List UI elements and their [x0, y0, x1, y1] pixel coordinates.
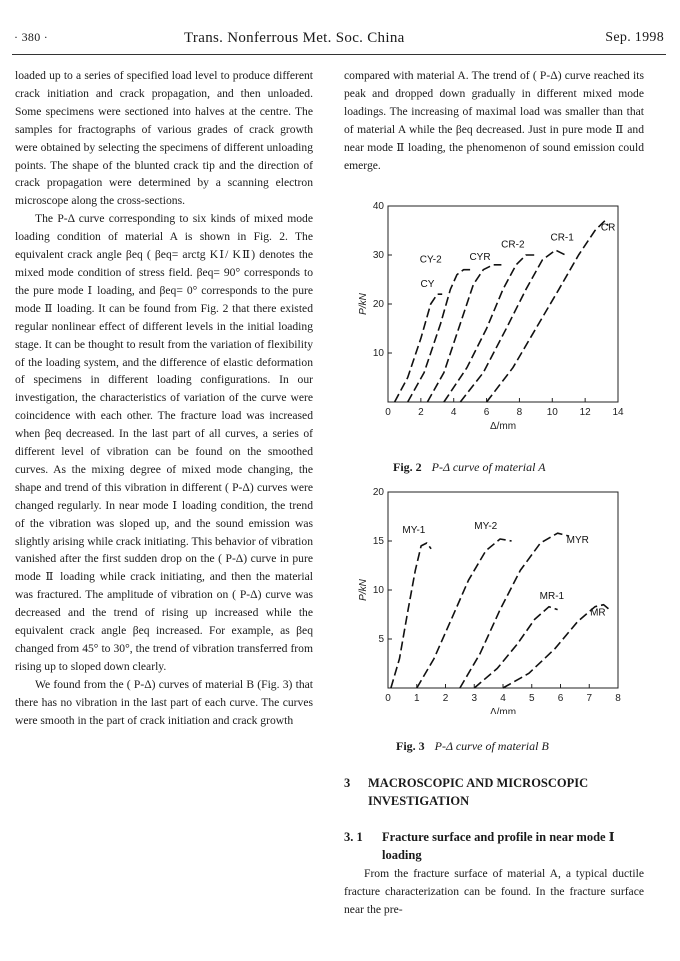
series-line [444, 255, 534, 402]
paragraph: The P-Δ curve corresponding to six kinds of mixed mode loading condition of material A is shown in Fig. 2. The equivalent crack angle βeq ( βeq= arctg KⅠ/ KⅡ) denotes the mixed mode condition of stress field. βeq= 90° corresponds to the pure mode Ⅰ loading, and βeq= 0° corresponds to the pure mode Ⅱ loading. It can be found from Fig. 2 that there existed regular nonlinear effect of different levels in the initial loading stage. It can be thought to result from the variation of flexibility of the loading system, and the difference of elastic deformation of specimens in different loading configurations. In our investigation, the characteristics of variation of the curve were coincidence with each other. The fracture load was increased when βeq decreased. In the last part of all curves, a series of different level of vibration can be found on the smoothed curves. As the mixing degree of mixed mode changing, the shape and trend of this vibration in different ( P-Δ) curves were changed regularly. In near mode Ⅰ loading condition, the trend of the vibration was sloped up, and the sound emission was slightly arising while crack initiating. This behavior of vibration vanished after the first sudden drop on the ( P-Δ) curve in pure mode Ⅱ loading while crack initiating, and then the material was fractured. The amplitude of vibration on ( P-Δ) curve was decreased and the trend of rising up increased while the equivalent crack angle βeq increased. For example, as βeq changed from 45° to 30°, the trend of vibration transferred from rising up to sloped down clearly. [15, 212, 313, 673]
y-tick-label: 20 [372, 299, 384, 310]
y-tick-label: 40 [372, 201, 384, 212]
series-label: CR-1 [550, 232, 574, 244]
right-column-bottom [344, 865, 644, 919]
paragraph: loaded up to a series of specified load level to produce different crack initiation and crack propagation, and then unloaded. Some specimens were sectioned into halves at the centre. The samples for fractographs of various grades of crack growth were obtained by selecting the specimens of different unloading points. The shape of the blunted crack tip and the direction of crack propagation were determined by a scanning electron microscope along the cross-sections. [15, 69, 313, 208]
series-line [427, 265, 501, 402]
y-tick-label: 20 [372, 487, 384, 498]
figure-2-caption [393, 460, 546, 475]
x-tick-label: 0 [385, 407, 391, 418]
y-tick-label: 10 [372, 585, 384, 596]
series-label: CYR [469, 251, 491, 263]
series-label: MR [590, 607, 606, 619]
left-column [15, 67, 313, 730]
issue-date: Sep. 1998 [605, 30, 664, 45]
x-axis-label: Δ/mm [489, 421, 517, 432]
series-line [460, 250, 565, 402]
figure-2-chart [350, 198, 640, 433]
section-title: MACROSCOPIC AND MICROSCOPIC INVESTIGATION [368, 776, 589, 808]
figure-3-number: Fig. 3 [396, 739, 425, 753]
page-header [14, 30, 664, 50]
x-tick-label: 4 [500, 693, 506, 704]
x-tick-label: 6 [483, 407, 490, 418]
x-tick-label: 2 [418, 407, 424, 418]
right-column-top [344, 67, 644, 174]
x-tick-label: 0 [385, 693, 391, 704]
plot-frame [388, 492, 618, 688]
figure-3-caption [396, 739, 549, 754]
series-label: MY-2 [474, 521, 498, 533]
section-number: 3 [344, 776, 351, 790]
series-label: CY [420, 278, 435, 290]
series-line [474, 607, 557, 688]
figure-2 [350, 198, 640, 433]
series-label: CY-2 [419, 254, 442, 266]
journal-title: Trans. Nonferrous Met. Soc. China [184, 30, 405, 46]
x-tick-label: 7 [586, 693, 593, 704]
x-tick-label: 12 [579, 407, 591, 418]
series-label: CR-2 [501, 239, 525, 251]
x-tick-label: 1 [413, 693, 420, 704]
plot-frame [388, 206, 618, 402]
x-tick-label: 8 [615, 693, 621, 704]
paragraph: compared with material A. The trend of ( P-Δ) curve reached its peak and dropped down gradually in different mixed mode loadings. The increasing of maximal load was smaller than that of material A while the βeq decreased. Just in pure mode Ⅱ and near mode Ⅱ loading, the phenomenon of sound emission could emerge. [344, 69, 644, 172]
x-tick-label: 3 [471, 693, 478, 704]
x-axis-label: Δ/mm [489, 707, 517, 714]
series-line [460, 533, 569, 688]
x-tick-label: 2 [442, 693, 449, 704]
paragraph: From the fracture surface of material A, a typical ductile fracture characterization can be found. In the fracture surface near the pre- [344, 867, 644, 916]
y-tick-label: 5 [378, 634, 384, 645]
page-number: · 380 · [14, 30, 49, 44]
y-tick-label: 30 [372, 250, 384, 261]
x-tick-label: 5 [528, 693, 535, 704]
y-axis-label: P/kN [358, 579, 369, 601]
figure-2-number: Fig. 2 [393, 460, 422, 474]
series-label: MR-1 [539, 590, 565, 602]
subsection-title: Fracture surface and profile in near mode Ⅰ loading [382, 830, 615, 862]
figure-3-chart [350, 484, 640, 714]
x-tick-label: 8 [516, 407, 523, 418]
x-tick-label: 6 [557, 693, 564, 704]
series-line [395, 294, 443, 402]
y-tick-label: 10 [372, 348, 384, 359]
x-tick-label: 10 [546, 407, 558, 418]
series-label: MYR [566, 534, 589, 546]
series-line [417, 539, 512, 688]
figure-3-caption-text: P-Δ curve of material B [434, 739, 549, 753]
header-rule [12, 54, 666, 55]
series-line [408, 270, 470, 402]
subsection-number: 3. 1 [344, 830, 363, 844]
series-line [391, 543, 431, 688]
x-tick-label: 4 [450, 407, 457, 418]
x-tick-label: 14 [612, 407, 624, 418]
series-label: CR [600, 222, 616, 234]
paragraph: We found from the ( P-Δ) curves of material B (Fig. 3) that there has no vibration in the last part of each curve. The curves were smooth in the part of crack initiation and crack growth [15, 677, 313, 727]
series-label: MY-1 [402, 525, 426, 537]
y-tick-label: 15 [372, 536, 384, 547]
figure-3 [350, 484, 640, 714]
y-axis-label: P/kN [358, 293, 369, 315]
figure-2-caption-text: P-Δ curve of material A [431, 460, 546, 474]
